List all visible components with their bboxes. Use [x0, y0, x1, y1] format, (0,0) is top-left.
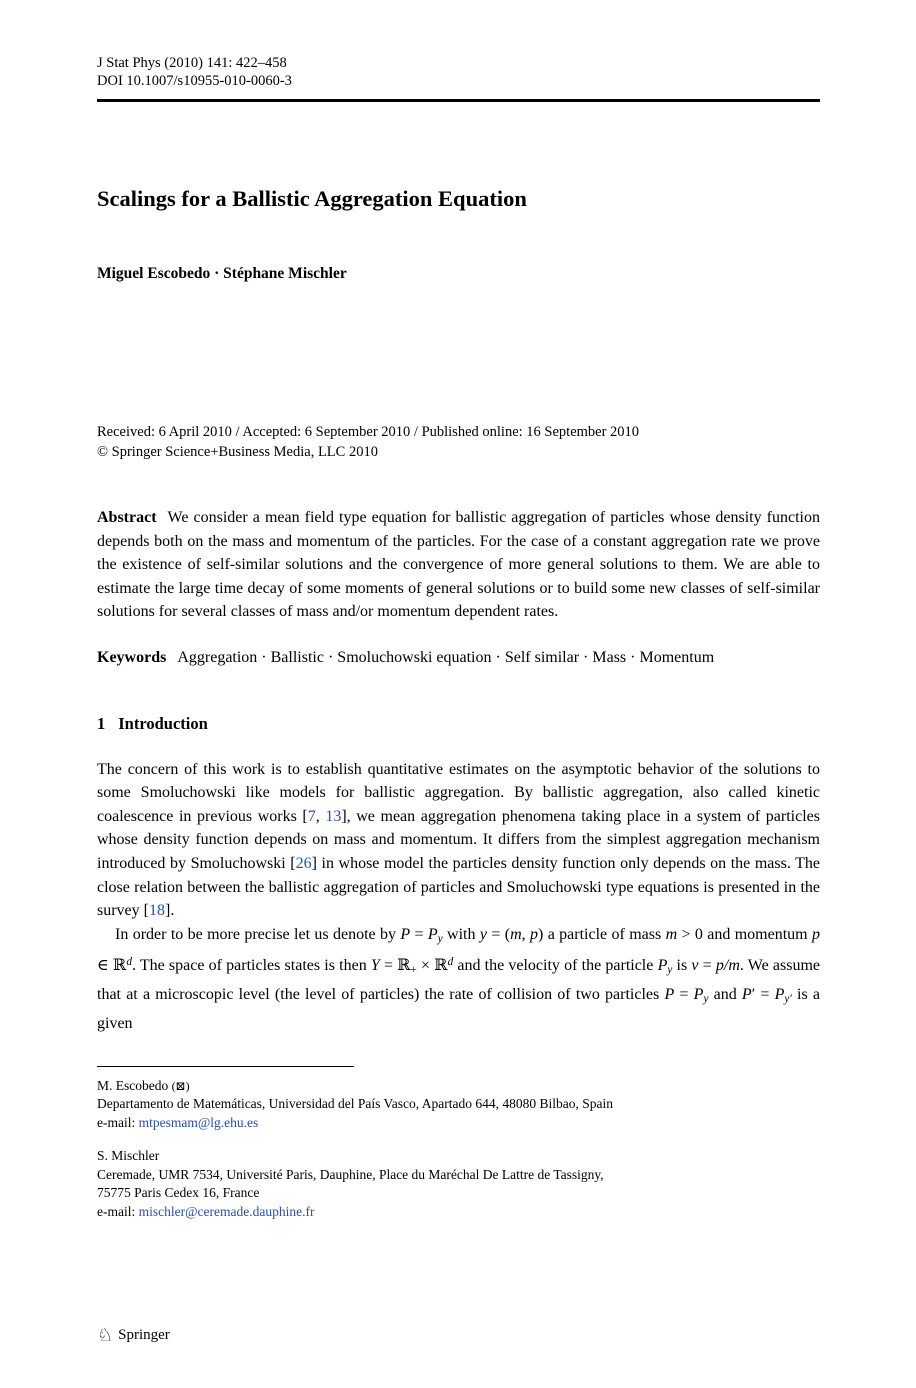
text-segment: P — [400, 925, 411, 943]
section-title: Introduction — [118, 713, 208, 733]
abstract-text: We consider a mean field type equation for ballistic aggregation of particles whose density function depends both on the mass and momentum of the particles. For the case of a constant aggregation rate we prove the existence of self-similar solutions and the convergence of more general solutions to them. We are able to estimate the large time decay of some moments of general solutions or to build some new classes of self-similar solutions for several classes of mass and/or momentum dependent rates. — [97, 509, 820, 621]
contact-affiliation: Departamento de Matemáticas, Universidad del País Vasco, Apartado 644, 48080 Bilbao, Spain — [97, 1096, 614, 1111]
email-label: e-mail: — [97, 1114, 139, 1130]
abstract-paragraph — [97, 506, 820, 624]
text-segment: P — [741, 986, 752, 1004]
text-segment: y — [667, 964, 673, 977]
contact-email-line — [97, 1114, 820, 1133]
contact-name-line — [97, 1077, 820, 1096]
journal-reference: J Stat Phys (2010) 141: 422–458 — [97, 55, 287, 71]
footnote-rule — [97, 1066, 354, 1067]
text-segment: is — [672, 957, 692, 975]
text-segment: and — [708, 986, 742, 1004]
text-segment: d — [126, 956, 132, 969]
citation-link[interactable]: 18 — [148, 902, 165, 920]
text-segment: m — [510, 925, 522, 943]
text-segment: × ℝ — [416, 957, 448, 975]
intro-paragraph-2 — [97, 923, 820, 1036]
text-segment: y′ — [784, 993, 792, 1006]
text-segment: . The space of particles states is then — [131, 957, 371, 975]
text-segment: = ℝ — [379, 957, 411, 975]
corresponding-author-icon: (⊠) — [171, 1078, 190, 1093]
text-segment: and the velocity of the particle — [453, 957, 658, 975]
text-segment: Y — [370, 957, 380, 975]
text-segment: P — [693, 986, 704, 1004]
contact-name: M. Escobedo — [97, 1077, 169, 1093]
text-segment: y — [479, 925, 487, 943]
publisher-footer — [97, 1326, 170, 1344]
text-segment: y — [703, 993, 709, 1006]
section-heading-introduction — [97, 714, 820, 734]
journal-doi: DOI 10.1007/s10955-010-0060-3 — [97, 72, 292, 89]
text-segment: is a given — [97, 986, 821, 1032]
article-title: Scalings for a Ballistic Aggregation Equation — [97, 186, 527, 211]
text-segment: ]. — [164, 902, 175, 920]
text-segment: P — [664, 986, 675, 1004]
contact-email-line — [97, 1203, 820, 1222]
text-segment: . We assume that at a microscopic level (the level of particles) the rate of collision of two particles — [97, 957, 821, 1004]
text-segment: P — [657, 957, 668, 975]
header-rule — [97, 99, 820, 102]
text-segment: d — [447, 956, 454, 969]
text-segment: ∈ ℝ — [97, 957, 127, 975]
section-number: 1 — [97, 713, 106, 733]
text-segment: ′ — [751, 986, 756, 1004]
email-label: e-mail: — [97, 1203, 139, 1219]
citation-link[interactable]: 26 — [295, 854, 312, 872]
text-segment: + — [410, 964, 417, 977]
contact-block-escobedo — [97, 1077, 820, 1133]
text-segment: = — [698, 957, 716, 975]
text-segment: ] in whose model the particles density function only depends on the mass. The close relation between the ballistic aggregation of particles and Smoluchowski type equations is presented in the survey [ — [97, 854, 820, 920]
text-segment: p — [812, 925, 820, 943]
text-segment: v — [691, 957, 699, 975]
text-segment: = ( — [486, 925, 511, 943]
text-segment: with — [442, 925, 480, 943]
springer-knight-icon: ♘ — [97, 1325, 114, 1345]
text-segment: P — [774, 986, 785, 1004]
received-accepted-line: Received: 6 April 2010 / Accepted: 6 September 2010 / Published online: 16 September 2010 — [97, 424, 640, 440]
contact-affiliation-line2: 75775 Paris Cedex 16, France — [97, 1185, 260, 1200]
text-segment: p/m — [715, 957, 740, 975]
text-segment: = — [755, 986, 775, 1004]
text-segment: > 0 and momentum — [677, 925, 812, 943]
text-segment: The concern of this work is to establish quantitative estimates on the asymptotic behavior of the solutions to some Smoluchowski like models for ballistic aggregation. By ballistic aggregation, also called kinetic coalescence in previous works [ — [97, 760, 820, 825]
article-authors: Miguel Escobedo · Stéphane Mischler — [97, 265, 347, 282]
copyright-line: © Springer Science+Business Media, LLC 2010 — [97, 443, 378, 460]
contact-name: S. Mischler — [97, 1148, 160, 1163]
email-link[interactable]: mtpesmam@lg.ehu.es — [138, 1114, 259, 1130]
keywords-paragraph — [97, 646, 820, 670]
text-segment: ) a particle of mass — [538, 925, 666, 943]
text-segment: = — [674, 986, 694, 1004]
text-segment: In order to be more precise let us denote by — [115, 925, 401, 943]
keywords-label: Keywords — [97, 648, 167, 666]
footnote-area — [97, 1066, 820, 1222]
keywords-text: Aggregation · Ballistic · Smoluchowski equation · Self similar · Mass · Momentum — [177, 648, 715, 666]
intro-paragraph-1 — [97, 758, 820, 923]
text-segment: , — [315, 807, 326, 825]
article-history — [97, 423, 820, 462]
text-segment: m — [665, 925, 678, 943]
journal-header — [97, 55, 820, 90]
springer-logo-text: Springer — [118, 1326, 170, 1343]
citation-link[interactable]: 13 — [325, 807, 342, 825]
text-segment: p — [530, 925, 538, 943]
text-segment: ], we mean aggregation phenomena taking place in a system of particles whose density function depends on mass and momentum. It differs from the simplest aggregation mechanism introduced by Smoluchowski [ — [97, 807, 820, 872]
contact-affiliation-line1: Ceremade, UMR 7534, Université Paris, Dauphine, Place du Maréchal De Lattre de Tassigny, — [97, 1166, 604, 1182]
text-segment: y — [437, 932, 443, 945]
abstract-label: Abstract — [97, 509, 157, 526]
citation-link[interactable]: 7 — [307, 807, 316, 825]
email-link[interactable]: mischler@ceremade.dauphine.fr — [138, 1203, 315, 1219]
contact-block-mischler — [97, 1147, 820, 1221]
text-segment: , — [521, 925, 530, 943]
text-segment: = — [410, 925, 428, 943]
text-segment: P — [427, 925, 438, 943]
